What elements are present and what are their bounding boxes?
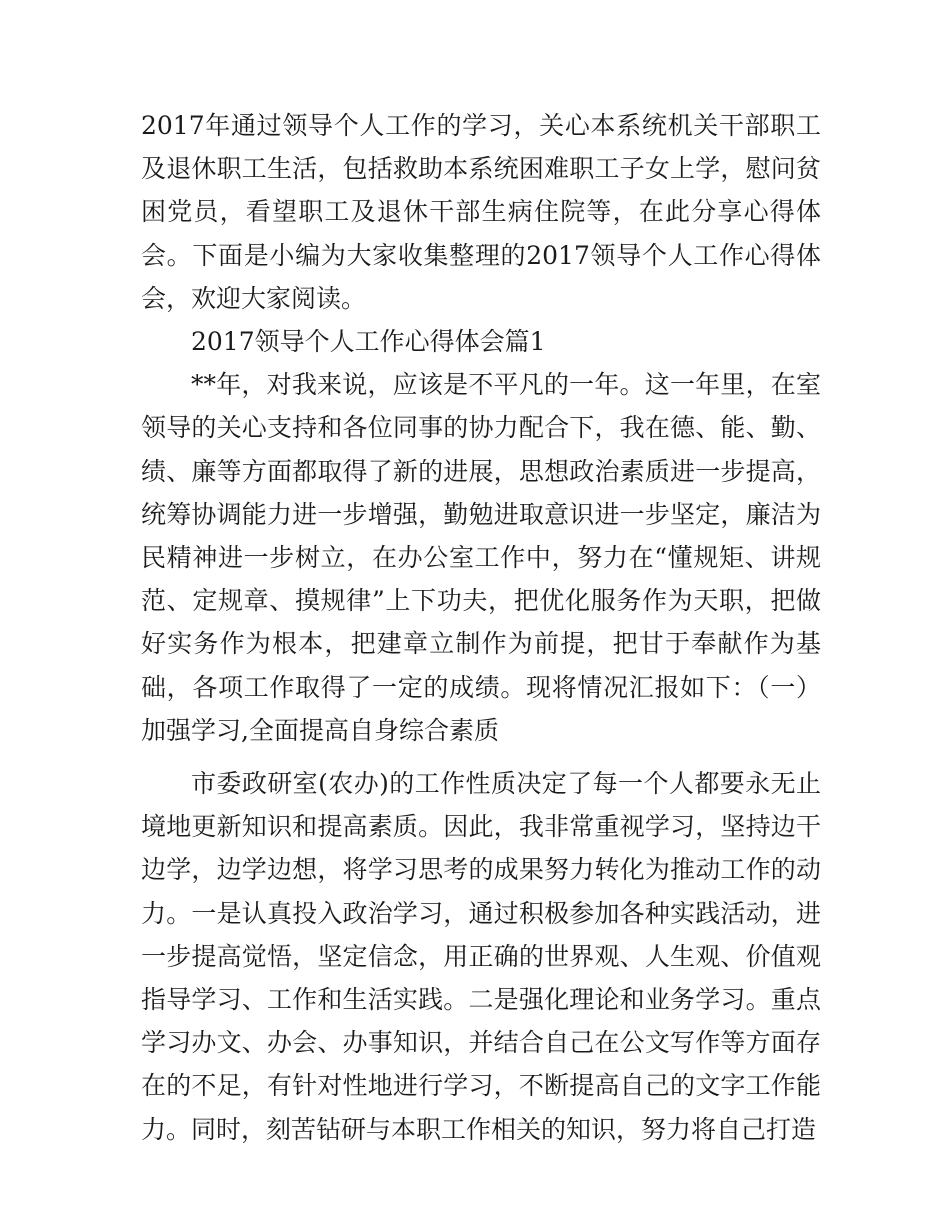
body-paragraph-1: **年，对我来说，应该是不平凡的一年。这一年里，在室领导的关心支持和各位同事的协力配合下，我在德、能、勤、绩、廉等方面都取得了新的进展，思想政治素质进一步提高，统筹协调能力进一步增强，勤勉进取意识进一步坚定，廉洁为民精神进一步树立，在办公室工作中，努力在“懂规矩、讲规范、定规章、摸规律”上下功夫，把优化服务作为天职，把做好实务作为根本，把建章立制作为前提，把甘于奉献作为基础，各项工作取得了一定的成绩。现将情况汇报如下：（一）加强学习,全面提高自身综合素质 (141, 370, 821, 745)
body-paragraph-2: 市委政研室(农办)的工作性质决定了每一个人都要永无止境地更新知识和提高素质。因此，我非常重视学习，坚持边干边学，边学边想，将学习思考的成果努力转化为推动工作的动力。一是认真投入政治学习，通过积极参加各种实践活动，进一步提高觉悟，坚定信念，用正确的世界观、人生观、价值观指导学习、工作和生活实践。二是强化理论和业务学习。重点学习办文、办会、办事知识，并结合自己在公文写作等方面存在的不足，有针对性地进行学习，不断提高自己的文字工作能力。同时，刻苦钻研与本职工作相关的知识，努力将自己打造 (141, 769, 821, 1144)
intro-paragraph: 2017年通过领导个人工作的学习，关心本系统机关干部职工及退休职工生活，包括救助本系统困难职工子女上学，慰问贫困党员，看望职工及退休干部生病住院等，在此分享心得体会。下面是小编为大家收集整理的2017领导个人工作心得体会，欢迎大家阅读。 (141, 111, 821, 313)
section-heading: 2017领导个人工作心得体会篇1 (191, 327, 546, 357)
document-body (141, 104, 821, 1151)
